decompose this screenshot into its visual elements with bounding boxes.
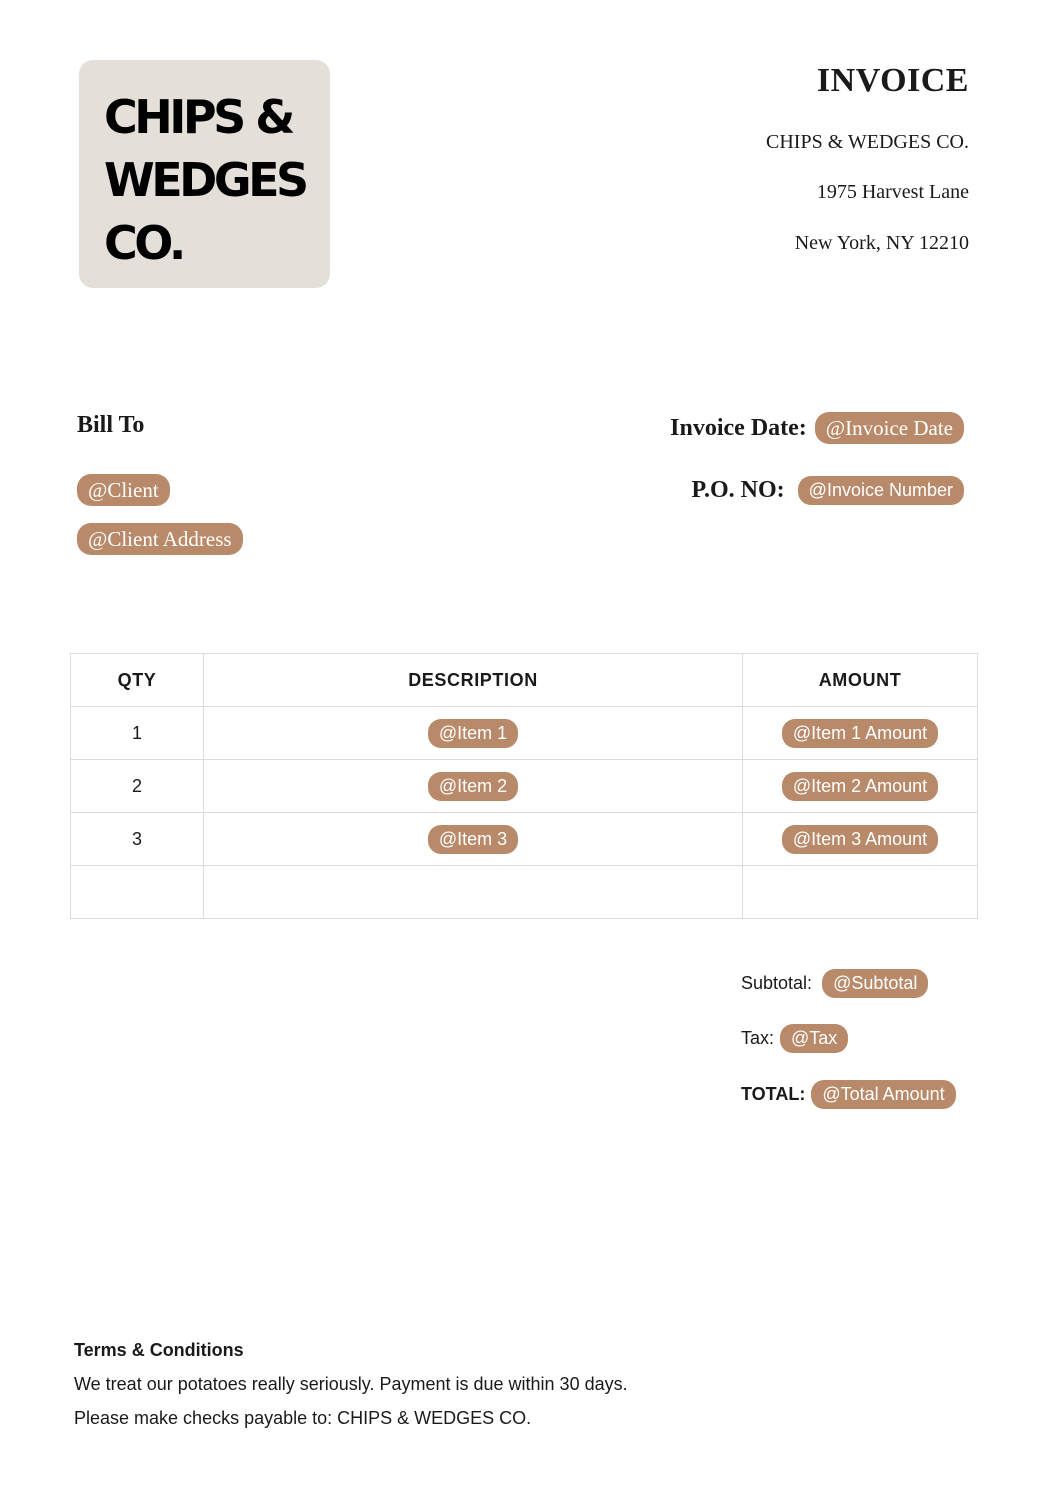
invoice-date-row [670,412,964,444]
amount-cell [743,707,978,760]
amount-header: AMOUNT [743,654,978,707]
terms-title: Terms & Conditions [74,1340,244,1360]
company-logo [79,60,330,288]
subtotal-label: Subtotal: [741,973,813,993]
table-row [71,760,978,813]
description-cell [204,760,743,813]
po-number-label: P.O. NO: [691,477,785,503]
logo-line: CO. [104,216,183,270]
subtotal-row [741,969,928,998]
po-number-row [692,476,964,505]
invoice-title: INVOICE [816,62,969,99]
client-address-field[interactable]: @Client Address [77,523,243,555]
item-description-field[interactable]: @Item 2 [428,772,518,801]
line-items-table [70,653,978,919]
description-cell [204,707,743,760]
qty-cell: 1 [71,707,204,760]
subtotal-field[interactable]: @Subtotal [822,969,928,998]
item-amount-field[interactable]: @Item 1 Amount [782,719,938,748]
amount-cell [743,866,978,919]
total-field[interactable]: @Total Amount [811,1080,955,1109]
terms-section [74,1333,628,1435]
company-city: New York, NY 12210 [794,232,969,254]
table-row [71,813,978,866]
item-amount-field[interactable]: @Item 3 Amount [782,825,938,854]
total-row [741,1080,956,1109]
qty-cell [71,866,204,919]
company-street: 1975 Harvest Lane [816,181,969,203]
terms-line: We treat our potatoes really seriously. Payment is due within 30 days. [74,1374,628,1394]
tax-label: Tax: [741,1028,775,1048]
logo-line: WEDGES [104,153,306,207]
item-amount-field[interactable]: @Item 2 Amount [782,772,938,801]
total-label: TOTAL: [741,1084,806,1104]
qty-cell: 2 [71,760,204,813]
item-description-field[interactable]: @Item 1 [428,719,518,748]
qty-header: QTY [71,654,204,707]
table-row-empty [71,866,978,919]
tax-row [741,1024,848,1053]
po-number-field[interactable]: @Invoice Number [798,476,964,505]
terms-line: Please make checks payable to: CHIPS & WEDGES CO. [74,1408,532,1428]
amount-cell [743,760,978,813]
client-field[interactable]: @Client [77,474,170,506]
company-name: CHIPS & WEDGES CO. [766,131,969,153]
description-header: DESCRIPTION [204,654,743,707]
bill-to-label: Bill To [77,412,145,438]
table-row [71,707,978,760]
invoice-date-label: Invoice Date: [670,414,807,441]
logo-wordmark [104,86,319,275]
qty-cell: 3 [71,813,204,866]
item-description-field[interactable]: @Item 3 [428,825,518,854]
description-cell [204,813,743,866]
tax-field[interactable]: @Tax [780,1024,848,1053]
amount-cell [743,813,978,866]
logo-line: CHIPS & [104,90,292,144]
invoice-date-field[interactable]: @Invoice Date [815,412,964,444]
table-header-row [71,654,978,707]
description-cell [204,866,743,919]
